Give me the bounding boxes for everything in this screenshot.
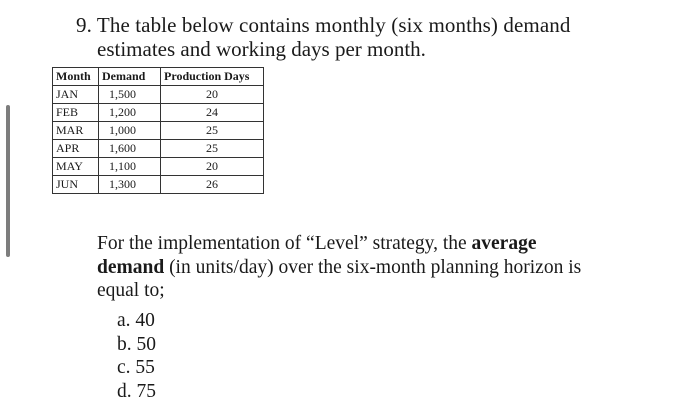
paragraph-line-3: equal to; bbox=[97, 280, 165, 301]
demand-table bbox=[52, 67, 264, 194]
cell-demand: 1,300 bbox=[99, 176, 161, 194]
cell-days: 26 bbox=[161, 176, 264, 194]
cell-days: 24 bbox=[161, 104, 264, 122]
cell-days: 25 bbox=[161, 122, 264, 140]
cell-demand: 1,200 bbox=[99, 104, 161, 122]
option-c: c. 55 bbox=[117, 357, 155, 378]
table-row bbox=[53, 176, 264, 194]
cell-days: 20 bbox=[161, 86, 264, 104]
cell-month: MAY bbox=[53, 158, 99, 176]
paragraph-bold-demand: demand bbox=[97, 256, 165, 278]
cell-month: FEB bbox=[53, 104, 99, 122]
question-line-1: 9. The table below contains monthly (six months) demand bbox=[76, 13, 571, 37]
cell-days: 25 bbox=[161, 140, 264, 158]
table-row bbox=[53, 104, 264, 122]
header-demand: Demand bbox=[99, 68, 161, 86]
cell-month: JAN bbox=[53, 86, 99, 104]
header-month: Month bbox=[53, 68, 99, 86]
option-b: b. 50 bbox=[117, 333, 156, 355]
paragraph-bold-average: average bbox=[471, 233, 537, 254]
cell-days: 20 bbox=[161, 158, 264, 176]
paragraph-line-2 bbox=[97, 256, 637, 280]
paragraph-line-1 bbox=[97, 232, 637, 256]
left-scroll-indicator bbox=[6, 105, 10, 257]
option-a: a. 40 bbox=[117, 310, 155, 331]
paragraph-text: For the implementation of “Level” strategy, the bbox=[97, 233, 472, 254]
cell-month: MAR bbox=[53, 122, 99, 140]
cell-demand: 1,600 bbox=[99, 140, 161, 158]
table-row bbox=[53, 158, 264, 176]
option-d: d. 75 bbox=[117, 380, 156, 402]
question-line-2: estimates and working days per month. bbox=[97, 37, 426, 61]
table-row bbox=[53, 122, 264, 140]
header-production-days: Production Days bbox=[161, 68, 264, 86]
table-header-row bbox=[53, 68, 264, 86]
cell-demand: 1,000 bbox=[99, 122, 161, 140]
cell-demand: 1,500 bbox=[99, 86, 161, 104]
paragraph-text: (in units/day) over the six-month planning horizon is bbox=[164, 256, 582, 278]
cell-month: JUN bbox=[53, 176, 99, 194]
table-row bbox=[53, 140, 264, 158]
cell-month: APR bbox=[53, 140, 99, 158]
answer-options bbox=[117, 309, 156, 403]
question-paragraph bbox=[97, 232, 637, 303]
cell-demand: 1,100 bbox=[99, 158, 161, 176]
table-row bbox=[53, 86, 264, 104]
